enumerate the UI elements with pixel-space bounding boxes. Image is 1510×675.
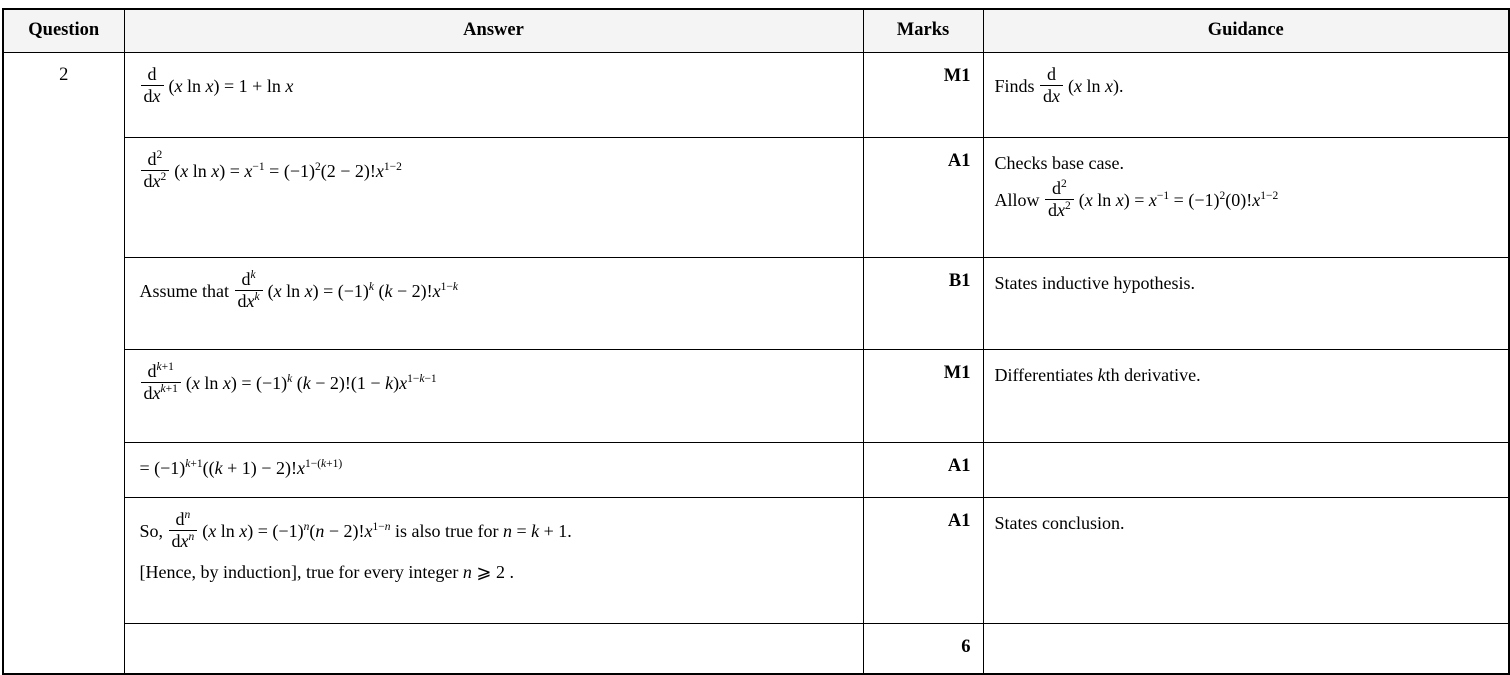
math-fraction <box>1045 178 1074 222</box>
math-text: ( <box>174 160 181 181</box>
answer-cell <box>124 52 863 137</box>
math-variable: x <box>239 520 248 541</box>
table-row <box>3 257 1509 349</box>
math-variable: x <box>1105 75 1114 96</box>
math-text: d <box>1043 86 1053 107</box>
math-variable: k <box>321 457 327 470</box>
math-text: ) = (−1) <box>230 372 288 393</box>
math-superscript <box>251 269 256 281</box>
answer-line <box>139 268 853 315</box>
math-text: 2 <box>1065 200 1071 213</box>
guidance-cell <box>983 497 1509 623</box>
math-variable: x <box>191 372 200 393</box>
math-text: d <box>171 531 181 552</box>
math-text: So, <box>139 520 168 541</box>
table-row <box>3 442 1509 497</box>
math-variable: n <box>315 520 325 541</box>
answer-cell <box>124 442 863 497</box>
fraction-denominator <box>169 530 198 553</box>
table-row <box>3 497 1509 623</box>
math-variable: n <box>462 561 472 582</box>
math-variable: x <box>152 383 161 404</box>
math-text: −1 <box>1156 190 1170 203</box>
math-variable: k <box>250 268 256 281</box>
fraction-denominator <box>141 85 164 108</box>
math-text: + 1) − 2)! <box>222 457 297 478</box>
math-text: 2 <box>160 171 167 184</box>
col-header-marks: Marks <box>863 9 983 52</box>
math-text: Finds <box>994 75 1040 96</box>
answer-line <box>139 508 853 555</box>
math-text: (( <box>202 457 215 478</box>
math-variable: k <box>368 280 375 293</box>
math-text: d <box>147 360 157 381</box>
math-text: ln <box>199 372 223 393</box>
math-superscript <box>407 373 437 385</box>
math-text: ln <box>188 160 212 181</box>
fraction-numerator <box>141 149 170 171</box>
math-text: 1−2 <box>1260 190 1279 203</box>
math-variable: k <box>384 280 393 301</box>
math-variable: x <box>399 372 408 393</box>
math-superscript <box>1260 190 1278 202</box>
fraction-numerator <box>1040 64 1063 86</box>
guidance-cell <box>983 442 1509 497</box>
math-text: d <box>1047 63 1057 84</box>
mark-value: A1 <box>947 510 971 531</box>
marks-cell <box>863 497 983 623</box>
math-variable: x <box>246 291 255 312</box>
math-variable: k <box>419 372 425 385</box>
math-variable: k <box>160 383 166 396</box>
marks-cell <box>863 137 983 257</box>
guidance-cell <box>983 349 1509 442</box>
answer-cell <box>124 623 863 674</box>
math-variable: k <box>531 520 540 541</box>
math-superscript <box>1157 190 1169 202</box>
math-fraction <box>141 64 164 108</box>
mark-value: A1 <box>947 455 971 476</box>
math-fraction <box>235 269 263 313</box>
mark-scheme-table <box>2 8 1510 675</box>
math-text: − 2)! <box>392 280 433 301</box>
math-fraction <box>1040 64 1063 108</box>
math-variable: x <box>222 372 231 393</box>
math-superscript <box>189 531 195 543</box>
math-variable: x <box>1057 200 1065 221</box>
question-number: 2 <box>59 64 69 85</box>
math-text: Allow <box>994 190 1044 211</box>
guidance-cell <box>983 52 1509 137</box>
math-text: is also true for <box>390 520 503 541</box>
math-text: −1 <box>252 160 265 173</box>
math-text: ⩾ 2 . <box>471 561 514 582</box>
math-text: ) = (−1) <box>312 280 369 301</box>
guidance-cell <box>983 623 1509 674</box>
math-variable: x <box>296 457 305 478</box>
math-text: 1−2 <box>383 160 402 173</box>
math-superscript <box>372 521 390 533</box>
guidance-cell <box>983 137 1509 257</box>
fraction-numerator <box>169 509 198 531</box>
math-fraction <box>141 361 181 405</box>
mark-value: 6 <box>961 636 971 657</box>
math-superscript <box>185 509 191 521</box>
math-variable: x <box>1084 190 1093 211</box>
math-text: d <box>143 86 153 107</box>
math-variable: n <box>188 531 195 544</box>
table-row <box>3 349 1509 442</box>
fraction-denominator <box>141 382 181 405</box>
math-text: +1 <box>165 383 178 396</box>
math-variable: x <box>364 520 373 541</box>
table-body <box>3 52 1509 674</box>
math-text: 2 <box>1219 190 1226 203</box>
math-text: ( <box>292 372 303 393</box>
math-text: ( <box>309 520 316 541</box>
math-variable: x <box>211 160 220 181</box>
math-text: ) = <box>1123 190 1149 211</box>
col-header-question: Question <box>3 9 124 52</box>
fraction-denominator <box>1045 199 1074 222</box>
table-row <box>3 137 1509 257</box>
math-variable: x <box>180 160 189 181</box>
math-text: ( <box>202 520 209 541</box>
math-text: States conclusion. <box>994 512 1125 533</box>
math-text: ) = (−1) <box>247 520 304 541</box>
math-variable: x <box>1115 190 1124 211</box>
math-text: d <box>237 291 247 312</box>
guidance-line <box>995 363 1501 387</box>
math-text: −1 <box>424 372 437 385</box>
math-text: d <box>1048 200 1057 221</box>
math-text: 1− <box>372 520 385 533</box>
math-superscript <box>157 149 163 161</box>
math-text: d <box>143 383 153 404</box>
math-text: Differentiates <box>994 364 1098 385</box>
math-variable: k <box>385 372 394 393</box>
math-text: − 2)!(1 − <box>310 372 386 393</box>
math-superscript <box>255 291 260 303</box>
math-variable: n <box>303 520 310 533</box>
answer-line <box>140 148 853 195</box>
math-text: (2 − 2)! <box>320 160 376 181</box>
marks-cell <box>863 623 983 674</box>
mark-value: M1 <box>943 362 971 383</box>
guidance-line <box>995 511 1501 535</box>
math-text: d <box>147 148 157 169</box>
math-variable: x <box>244 160 253 181</box>
math-variable: x <box>1252 190 1261 211</box>
fraction-numerator <box>1045 178 1074 200</box>
mark-value: B1 <box>948 270 971 291</box>
fraction-denominator <box>1040 85 1063 108</box>
table-row <box>3 623 1509 674</box>
math-fraction <box>141 149 170 193</box>
fraction-denominator <box>141 170 170 193</box>
math-text: 1− <box>440 280 453 293</box>
math-text: ( <box>1078 190 1085 211</box>
math-variable: k <box>1097 364 1106 385</box>
math-fraction <box>169 509 198 553</box>
math-superscript <box>185 458 202 470</box>
guidance-line <box>995 151 1501 175</box>
math-text: ) = 1 + ln <box>213 75 286 96</box>
fraction-denominator <box>235 290 263 313</box>
math-variable: x <box>375 160 384 181</box>
math-text: +1) <box>326 457 343 470</box>
guidance-cell <box>983 257 1509 349</box>
math-text: [Hence, by induction], true for every integer <box>139 561 463 582</box>
math-variable: x <box>1074 75 1083 96</box>
math-superscript <box>252 161 264 173</box>
fraction-numerator <box>141 361 181 383</box>
math-text: + 1. <box>539 520 572 541</box>
math-variable: k <box>302 372 311 393</box>
math-text: d <box>175 508 185 529</box>
math-variable: k <box>287 372 293 385</box>
math-text: States inductive hypothesis. <box>994 272 1195 293</box>
math-variable: n <box>502 520 512 541</box>
math-superscript <box>441 281 458 293</box>
math-variable: n <box>184 508 191 521</box>
math-text: d <box>241 268 251 289</box>
guidance-line <box>994 177 1501 224</box>
answer-cell <box>124 257 863 349</box>
math-variable: x <box>205 75 214 96</box>
math-text: = (−1) <box>139 457 186 478</box>
guidance-line <box>994 63 1501 110</box>
math-text: ln <box>1092 190 1116 211</box>
math-variable: k <box>185 457 191 470</box>
answer-cell <box>124 497 863 623</box>
math-variable: k <box>214 457 223 478</box>
math-text: ln <box>1082 75 1106 96</box>
math-text: ( <box>267 280 274 301</box>
answer-line <box>140 63 853 110</box>
math-variable: x <box>1148 190 1157 211</box>
math-superscript <box>305 458 342 470</box>
answer-line <box>140 560 853 584</box>
marks-cell <box>863 257 983 349</box>
math-text: +1 <box>190 457 203 470</box>
marks-cell <box>863 442 983 497</box>
math-variable: x <box>208 520 217 541</box>
math-superscript <box>161 171 167 183</box>
math-text: (0)! <box>1225 190 1253 211</box>
math-text: Assume that <box>139 280 234 301</box>
math-variable: k <box>156 360 162 373</box>
math-text: ). <box>1113 75 1124 96</box>
mark-value: M1 <box>943 65 971 86</box>
math-superscript <box>1065 200 1071 212</box>
math-superscript <box>384 161 402 173</box>
question-number-cell <box>3 52 124 674</box>
fraction-numerator <box>141 64 164 86</box>
col-header-answer: Answer <box>124 9 863 52</box>
math-text: ln <box>182 75 206 96</box>
math-variable: n <box>384 520 391 533</box>
math-text: = (−1) <box>264 160 315 181</box>
math-text: ) = <box>219 160 245 181</box>
math-text: ( <box>185 372 192 393</box>
answer-line <box>140 360 853 407</box>
fraction-numerator <box>235 269 263 291</box>
math-text: 1− <box>407 372 420 385</box>
math-text: ( <box>374 280 385 301</box>
math-text: ln <box>216 520 240 541</box>
math-text: ( <box>1068 75 1075 96</box>
math-text: − 2)! <box>324 520 365 541</box>
math-text: d <box>143 171 153 192</box>
math-text: ( <box>168 75 175 96</box>
marks-cell <box>863 349 983 442</box>
math-text: 2 <box>156 148 163 161</box>
math-text: d <box>147 63 157 84</box>
math-variable: x <box>432 280 441 301</box>
math-variable: x <box>273 280 282 301</box>
answer-cell <box>124 349 863 442</box>
table-row <box>3 52 1509 137</box>
header-row <box>3 9 1509 52</box>
math-variable: x <box>1052 86 1061 107</box>
math-variable: k <box>452 280 459 293</box>
math-text: d <box>1052 177 1061 198</box>
math-superscript <box>1061 178 1067 190</box>
math-variable: x <box>152 171 161 192</box>
math-variable: x <box>152 86 161 107</box>
math-variable: x <box>285 75 294 96</box>
guidance-line <box>995 271 1501 295</box>
math-text: ln <box>281 280 305 301</box>
col-header-guidance: Guidance <box>983 9 1509 52</box>
math-superscript <box>161 383 178 395</box>
math-text: ) <box>393 372 400 393</box>
math-variable: k <box>254 291 260 304</box>
marks-cell <box>863 52 983 137</box>
math-text: Checks base case. <box>994 152 1124 173</box>
math-text: +1 <box>161 360 174 373</box>
math-text: 2 <box>1061 177 1067 190</box>
math-text: th derivative. <box>1105 364 1201 385</box>
math-text: = (−1) <box>1169 190 1220 211</box>
math-superscript <box>157 361 174 373</box>
math-text: = <box>511 520 532 541</box>
math-variable: x <box>180 531 189 552</box>
math-text: 1−( <box>304 457 322 470</box>
answer-cell <box>124 137 863 257</box>
math-variable: x <box>304 280 313 301</box>
math-variable: x <box>174 75 183 96</box>
mark-value: A1 <box>947 150 971 171</box>
math-text: 2 <box>314 160 321 173</box>
answer-line <box>140 456 853 480</box>
